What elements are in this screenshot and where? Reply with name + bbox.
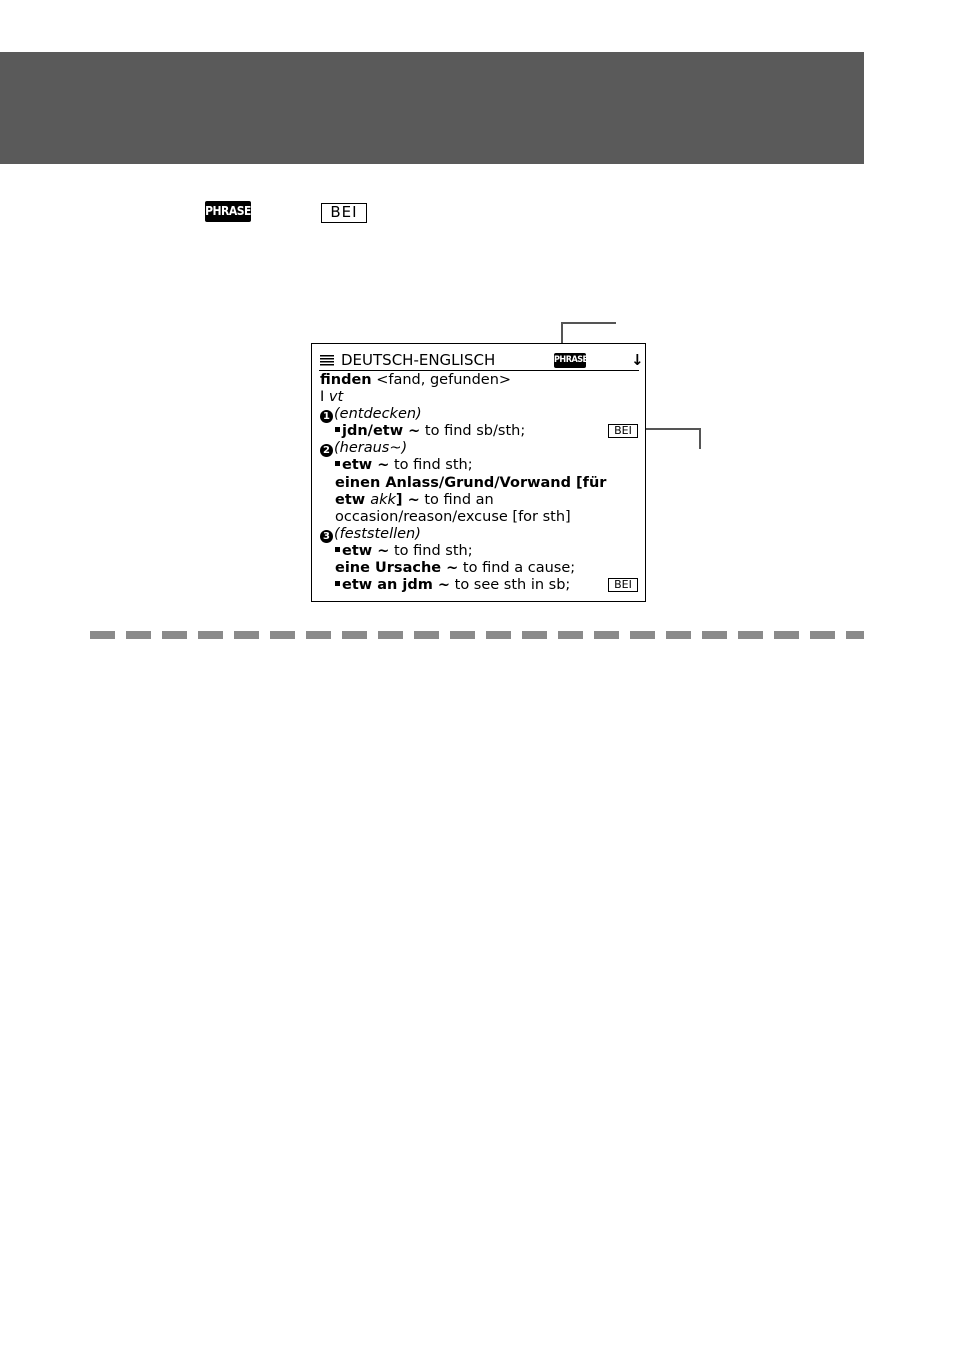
- sense-gloss: (heraus~): [334, 440, 408, 457]
- phrase-english: to see sth in sb;: [450, 577, 571, 594]
- dictionary-screen: [311, 343, 646, 602]
- phrase-english: to find a cause;: [458, 560, 576, 577]
- bullet-icon: [335, 427, 340, 432]
- dictionary-icon: [320, 355, 334, 367]
- bei-mark-icon[interactable]: BEI: [608, 578, 638, 592]
- phrase-english: to find an: [419, 491, 494, 508]
- scroll-down-icon[interactable]: ↓: [631, 351, 644, 369]
- phrase-german: etw ~: [342, 542, 390, 559]
- sense-number-icon: 3: [320, 530, 333, 543]
- bei-callout-line: [699, 428, 701, 449]
- dictionary-entry: [320, 372, 642, 594]
- sense-gloss: (feststellen): [334, 525, 421, 542]
- phrase-line: [320, 457, 642, 474]
- sense-gloss: (entdecken): [334, 406, 422, 423]
- phrase-german: etw an jdm ~: [342, 577, 451, 594]
- bei-callout-line: [639, 428, 701, 430]
- phrase-line: [320, 577, 642, 594]
- pos-line: [320, 389, 642, 406]
- dictionary-title: DEUTSCH-ENGLISCH: [341, 351, 496, 369]
- sense-number-icon: 1: [320, 410, 333, 423]
- bei-badge-icon: BEI: [321, 203, 367, 223]
- phrase-english: to find sth;: [389, 457, 473, 474]
- phrase-german: ] ~: [395, 491, 420, 508]
- phrase-german: jdn/etw ~: [342, 423, 421, 440]
- section-header-bar: [0, 52, 864, 164]
- case-marker: akk: [370, 491, 396, 508]
- bullet-icon: [335, 547, 340, 552]
- bullet-icon: [335, 461, 340, 466]
- phrase-english: to find sth;: [389, 542, 473, 559]
- dashed-divider: [90, 631, 864, 639]
- phrase-english: occasion/reason/excuse [for sth]: [335, 508, 571, 525]
- verb-forms: <fand, gefunden>: [376, 372, 512, 388]
- part-of-speech: vt: [328, 389, 344, 406]
- phrase-english: to find sb/sth;: [420, 423, 526, 440]
- entry-headword-line: [320, 372, 642, 389]
- phrase-line: [320, 492, 642, 509]
- phrase-callout-line: [561, 322, 616, 324]
- sense-line: [320, 440, 642, 457]
- phrase-german: eine Ursache ~: [335, 560, 459, 577]
- phrase-mark-icon: PHRASE: [554, 353, 586, 368]
- phrase-german: einen Anlass/Grund/Vorwand [für: [335, 474, 607, 491]
- sense-line: [320, 406, 642, 423]
- phrase-line: [320, 543, 642, 560]
- sense-line: [320, 526, 642, 543]
- sense-number-icon: 2: [320, 444, 333, 457]
- headword: finden: [320, 372, 372, 388]
- phrase-line: [320, 475, 642, 492]
- phrase-line: [320, 560, 642, 577]
- phrase-german: etw: [335, 491, 371, 508]
- phrase-badge-icon: PHRASE: [205, 201, 251, 222]
- bei-mark-icon[interactable]: BEI: [608, 424, 638, 438]
- phrase-line: [320, 509, 642, 526]
- bullet-icon: [335, 581, 340, 586]
- roman-numeral: I: [320, 389, 325, 406]
- screen-title-bar: [319, 350, 644, 371]
- phrase-german: etw ~: [342, 457, 390, 474]
- phrase-line: [320, 423, 642, 440]
